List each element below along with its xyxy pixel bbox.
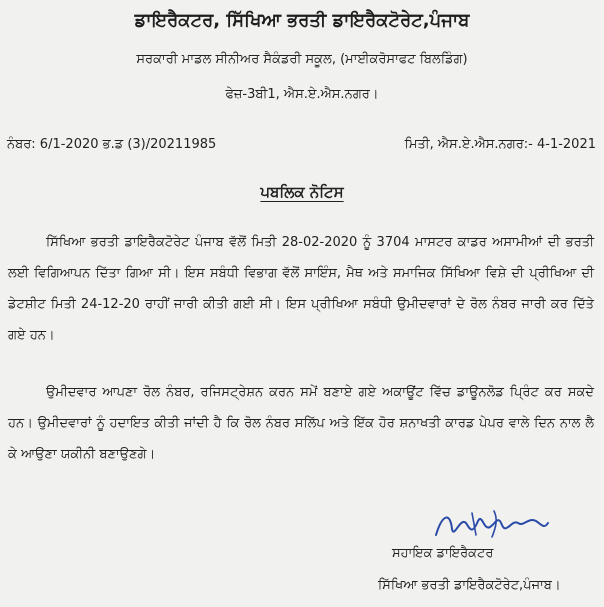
notice-paragraph-1: ਸਿੱਖਿਆ ਭਰਤੀ ਡਾਇਰੈਕਟੋਰੇਟ ਪੰਜਾਬ ਵੱਲੋਂ ਮਿਤੀ 28-02-2020 ਨੂੰ 3704 ਮਾਸਟਰ ਕਾਡਰ ਅਸਾਮੀਆਂ ਦੀ ਭਰਤੀ ਲਈ ਵਿਗਿਆਪਨ ਦਿੱਤਾ ਗਿਆ ਸੀ। ਇਸ ਸਬੰਧੀ ਵਿਭਾਗ ਵੱਲੋਂ ਸਾਇੰਸ, ਮੈਥ ਅਤੇ ਸਮਾਜਿਕ ਸਿੱਖਿਆ ਵਿਸ਼ੇ ਦੀ ਪ੍ਰੀਖਿਆ ਦੀ ਡੇਟਸ਼ੀਟ ਮਿਤੀ 24-12-20 ਰਾਹੀਂ ਜਾਰੀ ਕੀਤੀ ਗਈ ਸੀ। ਇਸ ਪ੍ਰੀਖਿਆ ਸਬੰਧੀ ਉਮੀਦਵਾਰਾਂ ਦੇ ਰੋਲ ਨੰਬਰ ਜਾਰੀ ਕਰ ਦਿੱਤੇ ਗਏ ਹਨ। <box>8 235 594 343</box>
location-line: ਫੇਜ਼-3ਬੀ1, ਐਸ.ਏ.ਐਸ.ਨਗਰ। <box>225 87 379 102</box>
school-address-line: ਸਰਕਾਰੀ ਮਾਡਲ ਸੀਨੀਅਰ ਸੈਕੰਡਰੀ ਸਕੂਲ, (ਮਾਈਕਰੋਸਾਫਟ ਬਿਲਡਿੰਗ) <box>136 52 468 67</box>
signatory-office: ਸਿੱਖਿਆ ਭਰਤੀ ਡਾਇਰੈਕਟੋਰੇਟ,ਪੰਜਾਬ। <box>378 578 561 593</box>
notice-date: ਮਿਤੀ, ਐਸ.ਏ.ਐਸ.ਨਗਰ:- 4-1-2021 <box>404 137 596 152</box>
directorate-heading: ਡਾਇਰੈਕਟਰ, ਸਿੱਖਿਆ ਭਰਤੀ ਡਾਇਰੈਕਟੋਰੇਟ,ਪੰਜਾਬ <box>134 10 470 31</box>
signatory-designation: ਸਹਾਇਕ ਡਾਇਰੈਕਟਰ <box>392 546 494 561</box>
notice-title: ਪਬਲਿਕ ਨੋਟਿਸ <box>260 183 344 201</box>
notice-paragraph-2: ਉਮੀਦਵਾਰ ਆਪਣਾ ਰੋਲ ਨੰਬਰ, ਰਜਿਸਟ੍ਰੇਸ਼ਨ ਕਰਨ ਸਮੇਂ ਬਣਾਏ ਗਏ ਅਕਾਊਂਟ ਵਿੱਚ ਡਾਊਨਲੋਡ ਪ੍ਰਿੰਟ ਕਰ ਸਕਦੇ ਹਨ। ਉਮੀਦਵਾਰਾਂ ਨੂੰ ਹਦਾਇਤ ਕੀਤੀ ਜਾਂਦੀ ਹੈ ਕਿ ਰੋਲ ਨੰਬਰ ਸਲਿੱਪ ਅਤੇ ਇੱਕ ਹੋਰ ਸ਼ਨਾਖਤੀ ਕਾਰਡ ਪੇਪਰ ਵਾਲੇ ਦਿਨ ਨਾਲ ਲੈ ਕੇ ਆਉਣਾ ਯਕੀਨੀ ਬਣਾਉਣਗੇ। <box>8 385 594 462</box>
signature-mark <box>432 505 552 545</box>
reference-number: ਨੰਬਰ: 6/1-2020 ਭ.ਡ (3)/20211985 <box>7 137 217 152</box>
